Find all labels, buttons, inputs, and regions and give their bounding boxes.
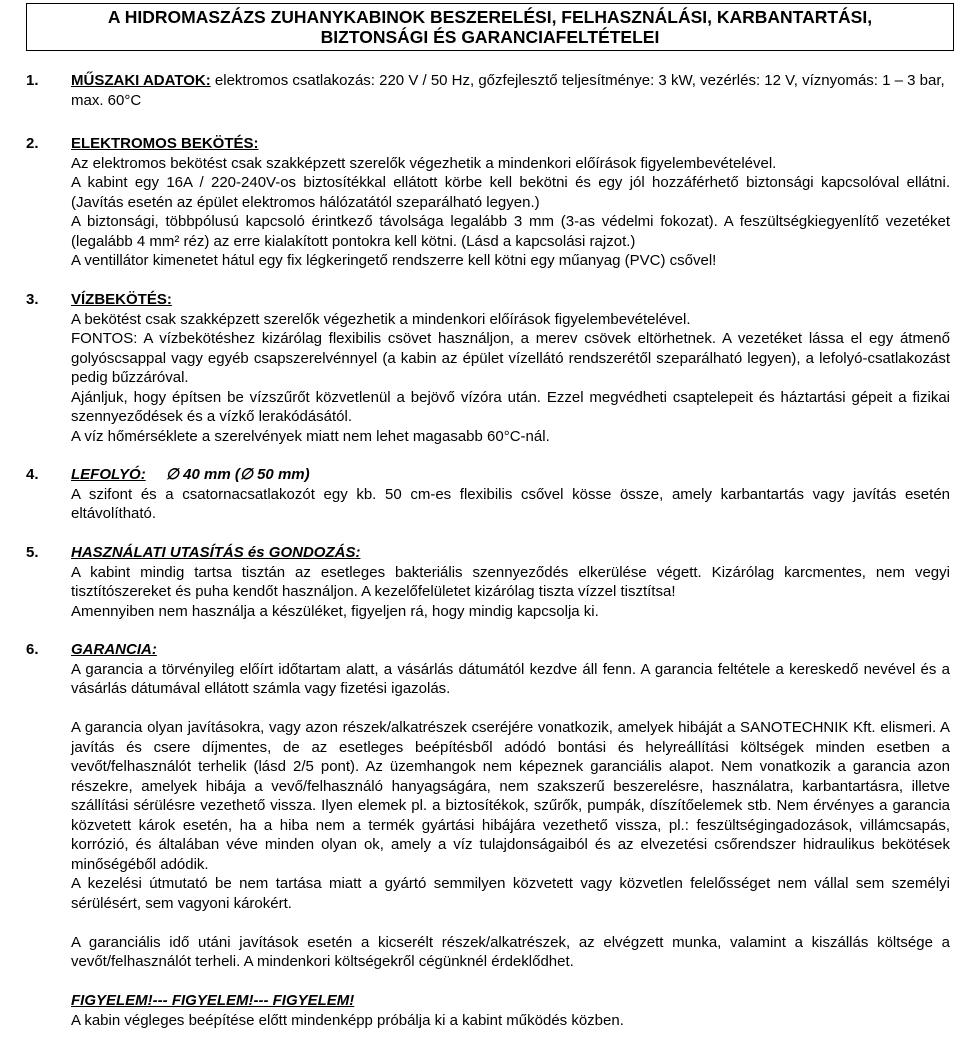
paragraph: A szifont és a csatornacsatlakozót egy kb. 50 cm-es flexibilis csővel kösse össze, amely karbantartás vagy javítás esetén eltávolítható. [71, 485, 950, 522]
section-heading: ELEKTROMOS BEKÖTÉS: [71, 135, 259, 152]
section-content [71, 71, 950, 110]
section-heading: LEFOLYÓ: [71, 466, 146, 483]
paragraph: A garanciális idő utáni javítások esetén a kicserélt részek/alkatrészek, az elvégzett munka, valamint a kiszállás költsége a vevőt/felhasználót terheli. A mindenkori költségekről cégünknél érdeklődhet. [71, 933, 950, 970]
paragraph: A garancia a törvényileg előírt időtartam alatt, a vásárlás dátumától kezdve áll fenn. A garancia feltétele a kereskedő nevével és a vásárlás dátumával ellátott számla vagy fizetési igazolás. [71, 660, 950, 697]
warning-heading: FIGYELEM!--- FIGYELEM!--- FIGYELEM! [71, 992, 355, 1009]
paragraph: A kabint egy 16A / 220-240V-os biztosítékkal ellátott körbe kell bekötni és egy jól hozzáférhető biztonsági kapcsolóval ellátni. (Javítás esetén az épület elektromos hálózatától szeparálható legyen.) [71, 174, 950, 211]
diameter-icon: ∅ [165, 466, 179, 483]
paragraph: Ajánljuk, hogy építsen be vízszűrőt közvetlenül a bejövő vízóra után. Ezzel megvédheti csaptelepeit és háztartási gépeit a fizikai szennyeződések és a vízkő lerakódásától. [71, 388, 950, 425]
drain-size-primary: 40 mm ( [183, 466, 240, 483]
section-number: 6. [26, 641, 39, 658]
document-title-line-1: A HIDROMASZÁZS ZUHANYKABINOK BESZERELÉSI, FELHASZNÁLÁSI, KARBANTARTÁSI, [107, 7, 873, 27]
paragraph: A ventillátor kimenetet hátul egy fix légkeringető rendszerre kell kötni egy műanyag (PVC) csővel! [71, 252, 717, 269]
section-content [71, 134, 950, 271]
document-title-line-2: BIZTONSÁGI ÉS GARANCIAFELTÉTELEI [320, 27, 660, 47]
section-number: 1. [26, 72, 39, 89]
paragraph: A víz hőmérséklete a szerelvények miatt nem lehet magasabb 60°C-nál. [71, 427, 550, 445]
section-number: 4. [26, 466, 39, 483]
section-content [71, 640, 950, 1030]
paragraph: A bekötést csak szakképzett szerelők végezhetik a mindenkori előírások figyelembevételével. [71, 310, 691, 328]
paragraph: A biztonsági, többpólusú kapcsoló érintkező távolsága legalább 3 mm (3-as védelmi fokozat). A feszültségkiegyenlítő vezetéket (legalább 4 mm² réz) az erre kialakított pontokra kell kötni. (Lásd a kapcsolási rajzot.) [71, 213, 950, 250]
section-content [71, 290, 950, 446]
technical-data-text: elektromos csatlakozás: 220 V / 50 Hz, gőzfejlesztő teljesítménye: 3 kW, vezérlés: 12 V, víznyomás: 1 – 3 bar, max. 60°C [71, 72, 945, 109]
paragraph: Az elektromos bekötést csak szakképzett szerelők végezhetik a mindenkori előírások figyelembevételével. [71, 154, 777, 172]
paragraph: A kabint mindig tartsa tisztán az esetleges bakteriális szennyeződés elkerülése végett. Kizárólag karcmentes, nem vegyi tisztítószereket és puha kendőt használjon. A kezelőfelületet kizárólag tiszta vízzel tisztítsa! [71, 563, 950, 600]
drain-heading-line [71, 465, 950, 485]
paragraph: A kezelési útmutató be nem tartása miatt a gyártó semmilyen közvetett vagy közvetlen felelősséget nem vállal sem személyi sérülésért, sem vagyoni károkért. [71, 875, 950, 912]
paragraph: Amennyiben nem használja a készüléket, figyeljen rá, hogy mindig kapcsolja ki. [71, 602, 599, 620]
paragraph: A garancia olyan javításokra, vagy azon részek/alkatrészek cseréjére vonatkozik, amelyek hibáját a SANOTECHNIK Kft. elismeri. A javítás és csere díjmentes, de az esetleges beépítésből adódó bontási és helyreállítási költségek minden esetben a vevőt/felhasználót terhelik (lásd 2/5 pont). Az üzemhangok nem képeznek garanciális alapot. Nem vonatkozik a garancia azon részekre, amelyek hibája a vevő/felhasználó hanyagságára, nem szakszerű beszerelésre, használatra, karbantartásra, illetve szállítási sérülésre vezethető vissza. Ilyen elemek pl. a biztosítékok, szűrők, pumpák, díszítőelemek stb. Nem érvényes a garancia közvetett károk esetén, ha a hiba nem a termék gyártási hibájára vezethető vissza, pl.: feszültségingadozások, villámcsapás, korrózió, és általában véve minden olyan ok, amely a víz tulajdonságaiból és az elvezetési csőrendszer hidraulikus bekötések minőségéből adódik. [71, 719, 950, 873]
drain-size-alternative: 50 mm) [257, 466, 310, 483]
section-heading: GARANCIA: [71, 641, 157, 658]
technical-data-paragraph [71, 71, 950, 110]
section-heading: VÍZBEKÖTÉS: [71, 291, 172, 308]
section-number: 3. [26, 291, 39, 308]
section-content [71, 465, 950, 524]
diameter-icon: ∅ [239, 466, 253, 483]
paragraph: FONTOS: A vízbekötéshez kizárólag flexibilis csövet használjon, a merev csövek eltörhetnek. A vezetéket lássa el egy átmenő golyóscsappal vagy egyéb csapszerelvénnyel (a kabin az épület vízellátó rendszerétől szeparálható legyen), a lefolyó-csatlakozást pedig bűzzáróval. [71, 330, 950, 386]
section-heading: HASZNÁLATI UTASÍTÁS és GONDOZÁS: [71, 544, 361, 561]
warning-text: A kabin végleges beépítése előtt mindenképp próbálja ki a kabint működés közben. [71, 1011, 624, 1029]
section-heading: MŰSZAKI ADATOK: [71, 72, 211, 89]
document-title-box [26, 3, 954, 51]
section-number: 2. [26, 135, 39, 152]
section-number: 5. [26, 544, 39, 561]
section-content [71, 543, 950, 621]
